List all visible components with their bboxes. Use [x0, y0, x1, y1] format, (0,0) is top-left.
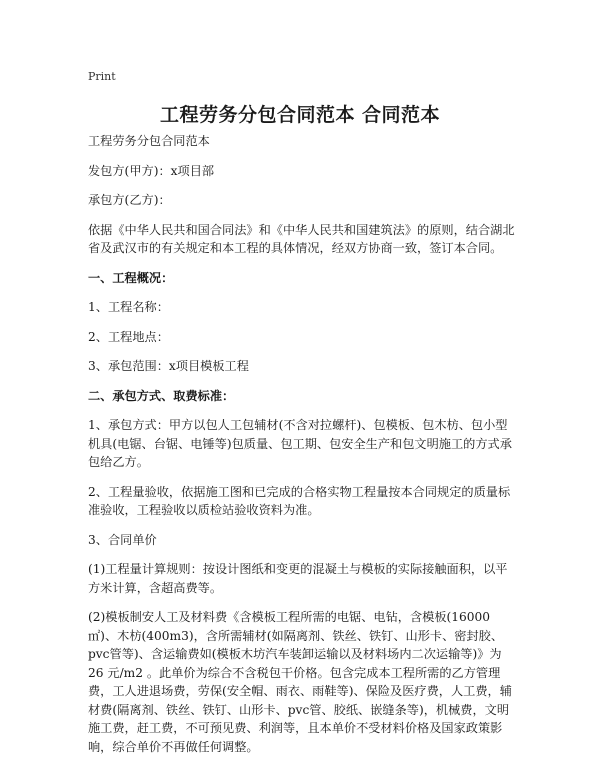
paragraph: 发包方(甲方)：x项目部	[88, 163, 215, 178]
paragraph: 2、工程量验收，依据施工图和已完成的合格实物工程量按本合同规定的质量标准验收，工程验收以质检站验收资料为准。	[88, 484, 511, 517]
document-title: 工程劳务分包合同范本 合同范本	[159, 104, 441, 126]
paragraph: 1、工程名称：	[88, 300, 169, 314]
paragraph: 3、合同单价	[88, 532, 157, 547]
paragraph: 3、承包范围：x项目模板工程	[88, 359, 249, 373]
paragraph: 工程劳务分包合同范本	[88, 134, 210, 148]
paragraph: 1、承包方式：甲方以包人工包辅材(不含对拉螺杆)、包模板、包木枋、包小型机具(电锯、台锯、电锤等)包质量、包工期、包安全生产和包文明施工的方式承包给乙方。	[88, 418, 512, 469]
document-body	[88, 132, 518, 767]
print-label: Print	[88, 70, 116, 83]
section-heading: 二、承包方式、取费标准：	[88, 388, 235, 403]
paragraph: 承包方(乙方)：	[88, 193, 171, 207]
paragraph: (1)工程量计算规则：按设计图纸和变更的混凝土与模板的实际接触面积，以平方米计算，含超高费等。	[88, 562, 508, 595]
paragraph: (2)模板制安人工及材料费《含模板工程所需的电锯、电钻，含模板(16000㎡)、木枋(400m3)，含所需辅材(如隔离剂、铁丝、铁钉、山形卡、密封胶、pvc管等)、含运输费如(模板木坊汽车装卸运输以及材料场内二次运输等)》为 26 元/m2 。此单价为综合不含税包干价格。包含完成本工程所需的乙方管理费，工人进退场费，劳保(安全帽、雨衣、雨鞋等)、保险及医疗费，人工费，辅材费(隔离剂、铁丝、铁钉、山形卡、pvc管、胶纸、嵌缝条等)，机械费，文明施工费，赶工费，不可预见费、利润等，且本单价不受材料价格及国家政策影响，综合单价不再做任何调整。	[88, 610, 512, 754]
section-heading: 一、工程概况：	[88, 270, 174, 285]
paragraph: 2、工程地点：	[88, 329, 169, 344]
paragraph: 依据《中华人民共和国合同法》和《中华人民共和国建筑法》的原则，结合湖北省及武汉市的有关规定和本工程的具体情况，经双方协商一致，签订本合同。	[88, 222, 515, 255]
